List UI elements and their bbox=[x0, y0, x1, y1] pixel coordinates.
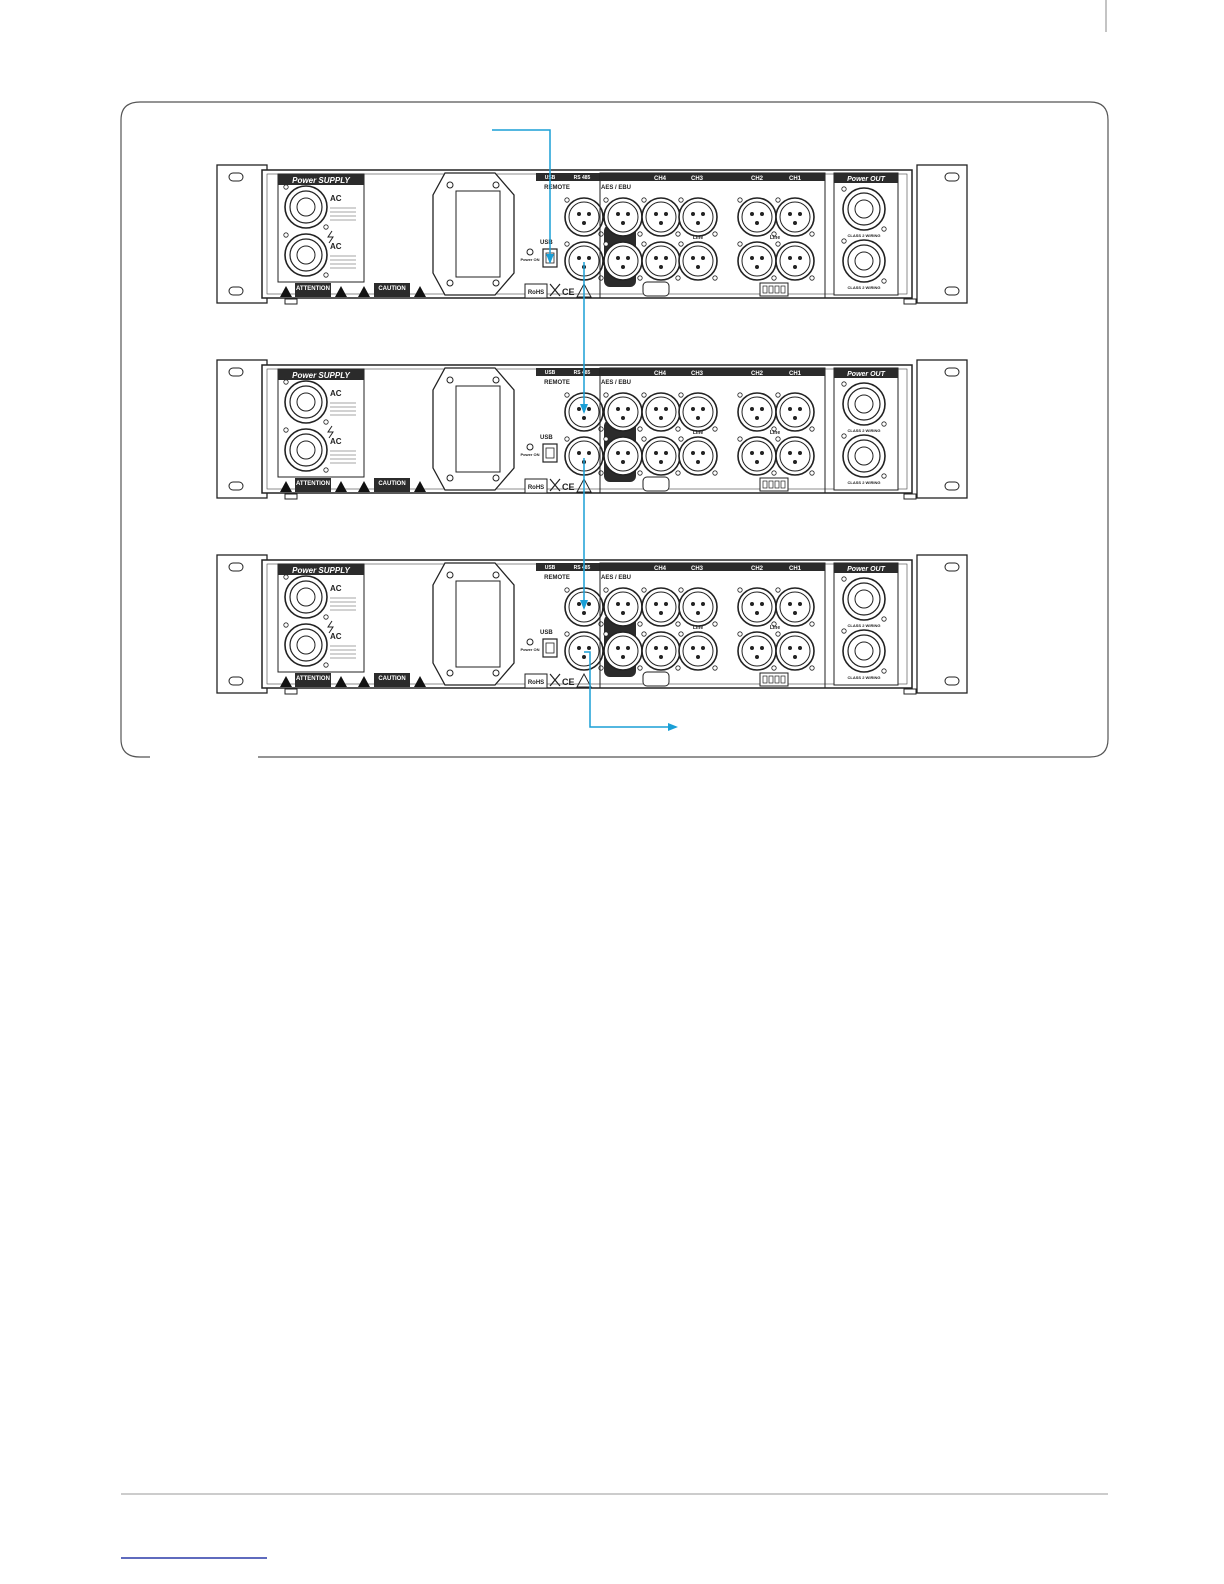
power-out-section bbox=[834, 173, 898, 295]
rack-slot bbox=[229, 563, 243, 571]
ac-input-label: AC bbox=[330, 389, 342, 398]
power-out-section bbox=[834, 563, 898, 685]
ce-mark: CE bbox=[562, 287, 575, 297]
rs485-header-label: RS 485 bbox=[573, 565, 591, 571]
amplifier-unit-1 bbox=[217, 165, 967, 304]
attention-label: ATTENTION bbox=[296, 481, 330, 487]
rack-ear-left bbox=[217, 165, 267, 303]
foot bbox=[285, 689, 297, 694]
power-led bbox=[527, 639, 533, 645]
power-supply-label: Power SUPPLY bbox=[292, 566, 350, 575]
caution-label: CAUTION bbox=[378, 481, 406, 487]
ground-switch[interactable] bbox=[643, 282, 669, 296]
fan-filter bbox=[456, 386, 500, 472]
rack-ear-left bbox=[217, 360, 267, 498]
remote-label: REMOTE bbox=[544, 380, 570, 386]
foot bbox=[285, 494, 297, 499]
ce-mark: CE bbox=[562, 482, 575, 492]
power-out-label: Power OUT bbox=[847, 176, 885, 183]
xlr-link-4[interactable] bbox=[738, 242, 776, 280]
caution-label: CAUTION bbox=[378, 286, 406, 292]
screw bbox=[493, 475, 499, 481]
rack-slot bbox=[229, 173, 243, 181]
xlr-link-3[interactable] bbox=[679, 242, 717, 280]
foot bbox=[904, 299, 916, 304]
xlr-link-5[interactable] bbox=[776, 242, 814, 280]
class2-wiring-label: CLASS 2 WIRING bbox=[847, 623, 881, 628]
fan-filter bbox=[456, 191, 500, 277]
power-supply-section bbox=[278, 174, 364, 282]
foot bbox=[285, 299, 297, 304]
ground-switch[interactable] bbox=[643, 672, 669, 686]
screw bbox=[493, 572, 499, 578]
caution-label: CAUTION bbox=[378, 676, 406, 682]
fan-filter bbox=[456, 581, 500, 667]
xlr-link-3[interactable] bbox=[679, 437, 717, 475]
rs485-header-label: RS 485 bbox=[573, 175, 591, 181]
channel-label-1: CH3 bbox=[690, 176, 704, 182]
line-label: Line bbox=[769, 430, 781, 436]
ce-mark: CE bbox=[562, 677, 575, 687]
fan-vent bbox=[433, 173, 514, 295]
power-led bbox=[527, 249, 533, 255]
usb-port-label: USB bbox=[540, 435, 553, 441]
aes-ebu-label: AES / EBU bbox=[601, 575, 632, 581]
screw bbox=[493, 670, 499, 676]
ground-switch[interactable] bbox=[643, 477, 669, 491]
xlr-input-1[interactable] bbox=[604, 198, 642, 236]
channel-label-0: CH4 bbox=[653, 371, 667, 377]
screw bbox=[447, 377, 453, 383]
line-label: Line bbox=[692, 625, 704, 631]
attention-label: ATTENTION bbox=[296, 676, 330, 682]
xlr-input-1[interactable] bbox=[604, 393, 642, 431]
xlr-input-3[interactable] bbox=[679, 393, 717, 431]
ac-link-label: AC bbox=[330, 632, 342, 641]
channel-label-0: CH4 bbox=[653, 176, 667, 182]
ac-link-label: AC bbox=[330, 242, 342, 251]
class2-wiring-label: CLASS 2 WIRING bbox=[847, 428, 881, 433]
power-out-label: Power OUT bbox=[847, 371, 885, 378]
channel-label-3: CH1 bbox=[788, 371, 802, 377]
amplifier-unit-3 bbox=[217, 555, 967, 694]
ac-input-label: AC bbox=[330, 194, 342, 203]
channel-label-3: CH1 bbox=[788, 566, 802, 572]
screw bbox=[493, 182, 499, 188]
usb-header-label: USB bbox=[544, 370, 556, 376]
screw bbox=[447, 182, 453, 188]
xlr-input-4[interactable] bbox=[738, 198, 776, 236]
line-label: Line bbox=[769, 625, 781, 631]
xlr-link-2[interactable] bbox=[642, 437, 680, 475]
xlr-input-3[interactable] bbox=[679, 198, 717, 236]
power-supply-label: Power SUPPLY bbox=[292, 371, 350, 380]
xlr-link-3[interactable] bbox=[679, 632, 717, 670]
xlr-link-4[interactable] bbox=[738, 632, 776, 670]
amplifier-unit-2 bbox=[217, 360, 967, 499]
channel-label-2: CH2 bbox=[750, 566, 764, 572]
channel-label-2: CH2 bbox=[750, 176, 764, 182]
xlr-link-5[interactable] bbox=[776, 632, 814, 670]
class2-wiring-label: CLASS 2 WIRING bbox=[847, 285, 881, 290]
xlr-link-2[interactable] bbox=[642, 242, 680, 280]
xlr-input-5[interactable] bbox=[776, 588, 814, 626]
screw bbox=[447, 280, 453, 286]
rohs-label: RoHS bbox=[527, 290, 545, 296]
screw bbox=[447, 670, 453, 676]
rack-slot bbox=[229, 677, 243, 685]
power-led-label: Power ON bbox=[520, 257, 540, 262]
xlr-link-1[interactable] bbox=[604, 632, 642, 670]
rack-ear-right bbox=[917, 360, 967, 498]
rack-slot bbox=[945, 368, 959, 376]
line-label: Line bbox=[692, 235, 704, 241]
screw bbox=[447, 475, 453, 481]
screw bbox=[447, 572, 453, 578]
attention-label: ATTENTION bbox=[296, 286, 330, 292]
rack-slot bbox=[229, 482, 243, 490]
rack-slot bbox=[945, 563, 959, 571]
xlr-input-3[interactable] bbox=[679, 588, 717, 626]
rack-ear-right bbox=[917, 165, 967, 303]
rack-slot bbox=[945, 173, 959, 181]
xlr-link-1[interactable] bbox=[604, 437, 642, 475]
xlr-link-4[interactable] bbox=[738, 437, 776, 475]
rs485-in-connector[interactable] bbox=[565, 198, 603, 236]
xlr-link-5[interactable] bbox=[776, 437, 814, 475]
foot bbox=[904, 689, 916, 694]
xlr-link-2[interactable] bbox=[642, 632, 680, 670]
fan-vent bbox=[433, 563, 514, 685]
foot bbox=[904, 494, 916, 499]
rack-slot bbox=[945, 482, 959, 490]
fan-vent bbox=[433, 368, 514, 490]
line-label: Line bbox=[769, 235, 781, 241]
channel-label-0: CH4 bbox=[653, 566, 667, 572]
rack-slot bbox=[945, 287, 959, 295]
rohs-label: RoHS bbox=[527, 485, 545, 491]
power-led-label: Power ON bbox=[520, 452, 540, 457]
power-out-label: Power OUT bbox=[847, 566, 885, 573]
usb-port-label: USB bbox=[540, 240, 553, 246]
channel-label-1: CH3 bbox=[690, 371, 704, 377]
xlr-input-2[interactable] bbox=[642, 588, 680, 626]
line-label: Line bbox=[692, 430, 704, 436]
ac-link-label: AC bbox=[330, 437, 342, 446]
aes-ebu-label: AES / EBU bbox=[601, 380, 632, 386]
remote-label: REMOTE bbox=[544, 575, 570, 581]
ac-input-label: AC bbox=[330, 584, 342, 593]
class2-wiring-label: CLASS 2 WIRING bbox=[847, 233, 881, 238]
power-supply-section bbox=[278, 564, 364, 672]
rohs-label: RoHS bbox=[527, 680, 545, 686]
power-led-label: Power ON bbox=[520, 647, 540, 652]
screw bbox=[493, 377, 499, 383]
rack-ear-right bbox=[917, 555, 967, 693]
rs485-out-connector[interactable] bbox=[565, 632, 603, 670]
class2-wiring-label: CLASS 2 WIRING bbox=[847, 480, 881, 485]
usb-header-label: USB bbox=[544, 565, 556, 571]
xlr-link-1[interactable] bbox=[604, 242, 642, 280]
xlr-input-1[interactable] bbox=[604, 588, 642, 626]
remote-label: REMOTE bbox=[544, 185, 570, 191]
aes-ebu-label: AES / EBU bbox=[601, 185, 632, 191]
xlr-input-2[interactable] bbox=[642, 198, 680, 236]
power-out-section bbox=[834, 368, 898, 490]
xlr-input-4[interactable] bbox=[738, 393, 776, 431]
usb-port-label: USB bbox=[540, 630, 553, 636]
channel-label-2: CH2 bbox=[750, 371, 764, 377]
rack-slot bbox=[229, 287, 243, 295]
rack-ear-left bbox=[217, 555, 267, 693]
power-led bbox=[527, 444, 533, 450]
channel-label-3: CH1 bbox=[788, 176, 802, 182]
power-supply-label: Power SUPPLY bbox=[292, 176, 350, 185]
channel-label-1: CH3 bbox=[690, 566, 704, 572]
xlr-input-2[interactable] bbox=[642, 393, 680, 431]
rack-slot bbox=[945, 677, 959, 685]
rs485-header-label: RS 485 bbox=[573, 370, 591, 376]
class2-wiring-label: CLASS 2 WIRING bbox=[847, 675, 881, 680]
xlr-input-5[interactable] bbox=[776, 393, 814, 431]
amplifier-stack bbox=[217, 165, 967, 694]
xlr-input-4[interactable] bbox=[738, 588, 776, 626]
rack-slot bbox=[229, 368, 243, 376]
xlr-input-5[interactable] bbox=[776, 198, 814, 236]
usb-header-label: USB bbox=[544, 175, 556, 181]
power-supply-section bbox=[278, 369, 364, 477]
screw bbox=[493, 280, 499, 286]
